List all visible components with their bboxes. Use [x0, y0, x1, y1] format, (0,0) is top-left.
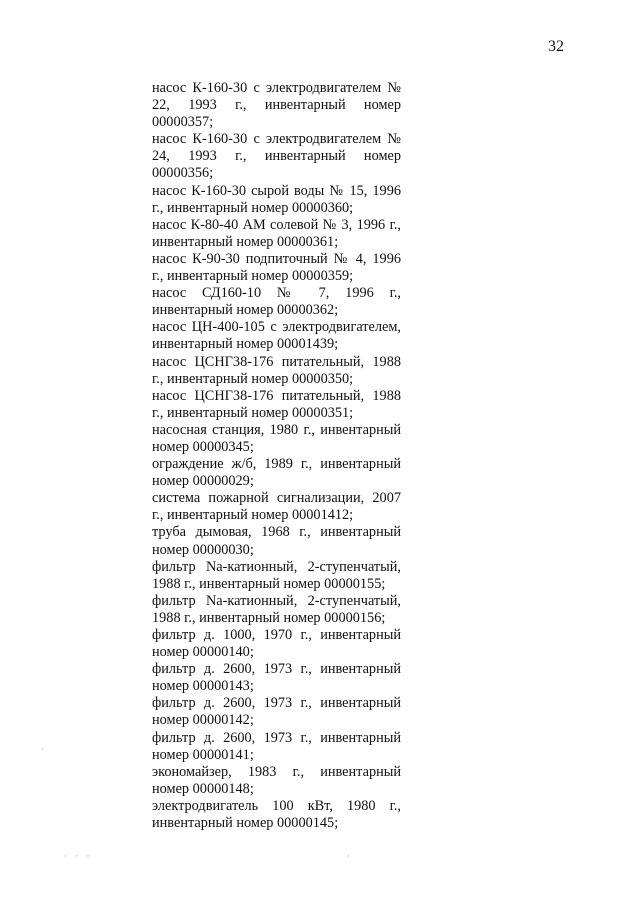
list-item: насос СД160-10 № 7, 1996 г., инвентарный номер 00000362;	[152, 285, 401, 319]
document-body	[152, 80, 401, 832]
list-item: фильтр д. 2600, 1973 г., инвентарный номер 00000141;	[152, 729, 401, 763]
list-item: труба дымовая, 1968 г., инвентарный номер 00000030;	[152, 524, 401, 558]
scan-mark: ·	[41, 744, 44, 754]
list-item: фильтр д. 2600, 1973 г., инвентарный номер 00000142;	[152, 695, 401, 729]
list-item: насос К-160-30 с электродвигателем № 22, 1993 г., инвентарный номер 00000357;	[152, 80, 401, 131]
list-item: экономайзер, 1983 г., инвентарный номер 00000148;	[152, 763, 401, 797]
scan-mark: · · ·	[64, 851, 93, 861]
scan-mark: ·	[347, 851, 350, 861]
list-item: насос К-160-30 с электродвигателем № 24, 1993 г., инвентарный номер 00000356;	[152, 131, 401, 182]
list-item: фильтр д. 2600, 1973 г., инвентарный номер 00000143;	[152, 661, 401, 695]
list-item: насос ЦСНГ38-176 питательный, 1988 г., инвентарный номер 00000350;	[152, 353, 401, 387]
list-item: насос К-90-30 подпиточный № 4, 1996 г., инвентарный номер 00000359;	[152, 250, 401, 285]
list-item: ограждение ж/б, 1989 г., инвентарный номер 00000029;	[152, 456, 401, 490]
list-item: насосная станция, 1980 г., инвентарный номер 00000345;	[152, 421, 401, 455]
list-item: электродвигатель 100 кВт, 1980 г., инвентарный номер 00000145;	[152, 797, 401, 832]
list-item: система пожарной сигнализации, 2007 г., инвентарный номер 00001412;	[152, 490, 401, 524]
list-item: насос ЦСНГ38-176 питательный, 1988 г., инвентарный номер 00000351;	[152, 387, 401, 421]
list-item: насос К-80-40 АМ солевой № 3, 1996 г., инвентарный номер 00000361;	[152, 216, 401, 250]
list-item: фильтр Na-катионный, 2-ступенчатый, 1988 г., инвентарный номер 00000156;	[152, 592, 401, 626]
list-item: насос ЦН-400-105 с электродвигателем, инвентарный номер 00001439;	[152, 319, 401, 353]
page-number: 32	[548, 38, 564, 55]
list-item: насос К-160-30 сырой воды № 15, 1996 г., инвентарный номер 00000360;	[152, 182, 401, 216]
list-item: фильтр Na-катионный, 2-ступенчатый, 1988 г., инвентарный номер 00000155;	[152, 558, 401, 592]
list-item: фильтр д. 1000, 1970 г., инвентарный номер 00000140;	[152, 627, 401, 661]
